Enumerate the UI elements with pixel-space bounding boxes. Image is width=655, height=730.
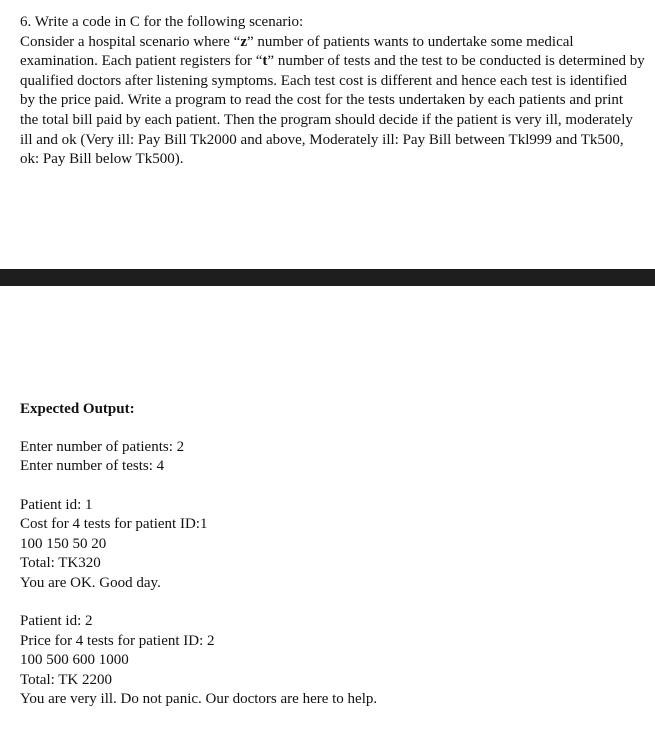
question-body-text-1: Consider a hospital scenario where “ — [20, 33, 241, 50]
output-line: 100 150 50 20 — [20, 535, 107, 552]
output-line: Price for 4 tests for patient ID: 2 — [20, 632, 215, 649]
question-body-text-2: ” number of patients wants to undertake some medical examination. Each patient registers for “ — [20, 33, 574, 70]
patient-1-block — [20, 496, 640, 594]
question-body-text-3: ” number of tests and the test to be conducted is determined by qualified doctors after listening symptoms. Each test cost is different and hence each test is identified by the price paid. Write a program to read the cost for the tests undertaken by each patients and print the total bill paid by each patient. Then the program should decide if the patient is very ill, moderately ill and ok (Very ill: Pay Bill Tk2000 and above, Moderately ill: Pay Bill between Tkl999 and Tk500, ok: Pay Bill below Tk500). — [20, 53, 645, 168]
expected-output-heading: Expected Output: — [20, 401, 135, 417]
question-section — [20, 13, 645, 170]
variable-z: z — [240, 33, 248, 50]
output-line: Total: TK320 — [20, 555, 101, 571]
question-body — [20, 33, 645, 170]
variable-t: t — [262, 53, 268, 70]
output-line: Patient id: 2 — [20, 613, 93, 629]
patient-2-block — [20, 612, 640, 710]
page-divider-bar — [0, 269, 655, 286]
output-line: 100 500 600 1000 — [20, 652, 129, 668]
output-line: You are OK. Good day. — [20, 574, 161, 591]
question-title: 6. Write a code in C for the following scenario: — [20, 14, 304, 30]
output-line: Patient id: 1 — [20, 496, 93, 513]
output-line: Cost for 4 tests for patient ID:1 — [20, 516, 208, 532]
output-line: Enter number of patients: 2 — [20, 438, 185, 455]
expected-output-section — [20, 400, 640, 729]
output-line: You are very ill. Do not panic. Our doctors are here to help. — [20, 691, 378, 707]
output-line: Enter number of tests: 4 — [20, 458, 165, 474]
setup-block — [20, 438, 640, 477]
output-line: Total: TK 2200 — [20, 671, 112, 688]
